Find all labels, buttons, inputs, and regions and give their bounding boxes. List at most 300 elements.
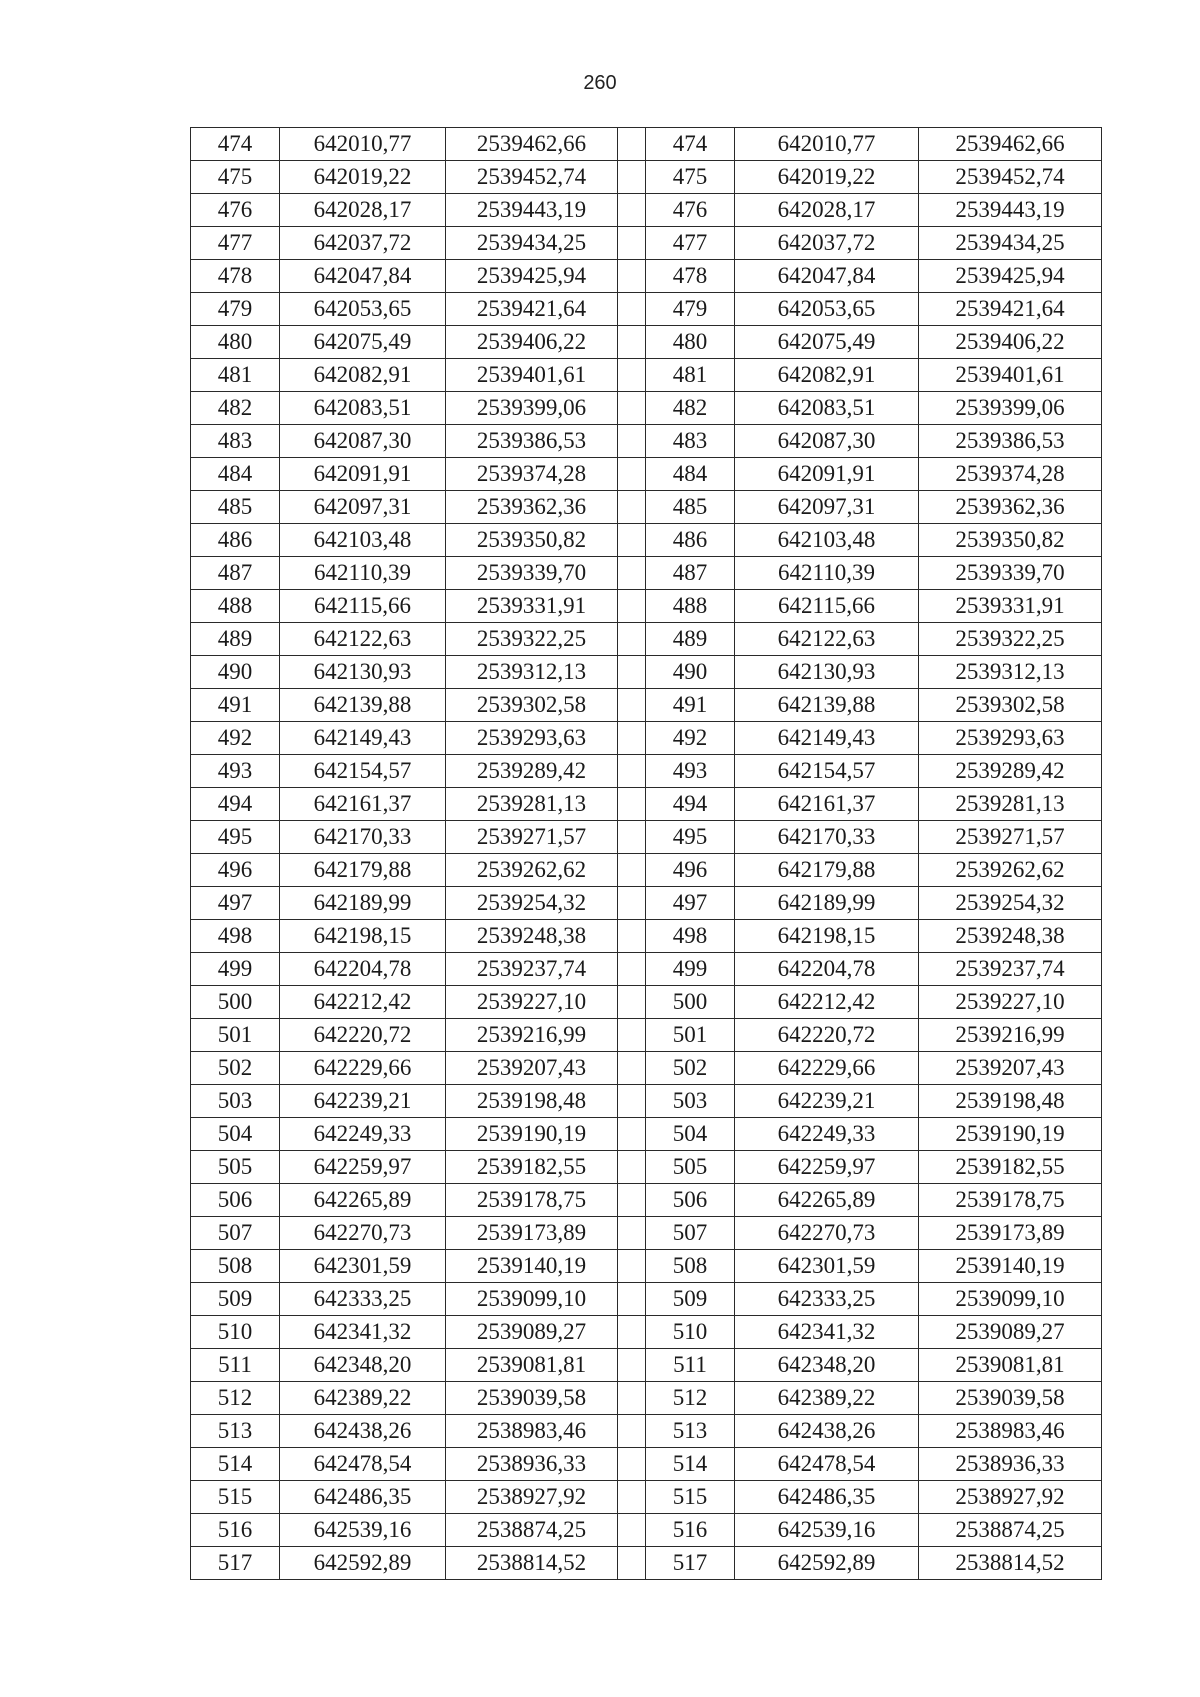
right-y-coordinate-cell: 2539207,43: [919, 1052, 1102, 1085]
table-row: [191, 1019, 1102, 1052]
right-y-coordinate-cell: 2539216,99: [919, 1019, 1102, 1052]
table-row: [191, 458, 1102, 491]
right-point-number-cell: 496: [646, 854, 735, 887]
empty-separator-cell: [618, 656, 646, 689]
left-y-coordinate-cell: 2538983,46: [446, 1415, 618, 1448]
right-point-number-cell: 510: [646, 1316, 735, 1349]
right-y-coordinate-cell: 2539322,25: [919, 623, 1102, 656]
left-y-coordinate-cell: 2539462,66: [446, 128, 618, 161]
right-point-number-cell: 516: [646, 1514, 735, 1547]
left-point-number-cell: 482: [191, 392, 280, 425]
right-x-coordinate-cell: 642083,51: [735, 392, 919, 425]
right-point-number-cell: 474: [646, 128, 735, 161]
left-point-number-cell: 490: [191, 656, 280, 689]
table-row: [191, 194, 1102, 227]
right-x-coordinate-cell: 642212,42: [735, 986, 919, 1019]
right-y-coordinate-cell: 2539281,13: [919, 788, 1102, 821]
right-y-coordinate-cell: 2539443,19: [919, 194, 1102, 227]
table-row: [191, 1085, 1102, 1118]
right-x-coordinate-cell: 642075,49: [735, 326, 919, 359]
table-row: [191, 491, 1102, 524]
right-point-number-cell: 495: [646, 821, 735, 854]
right-point-number-cell: 493: [646, 755, 735, 788]
empty-separator-cell: [618, 722, 646, 755]
right-point-number-cell: 512: [646, 1382, 735, 1415]
right-x-coordinate-cell: 642333,25: [735, 1283, 919, 1316]
left-x-coordinate-cell: 642539,16: [280, 1514, 446, 1547]
table-row: [191, 227, 1102, 260]
left-y-coordinate-cell: 2539322,25: [446, 623, 618, 656]
table-row: [191, 260, 1102, 293]
empty-separator-cell: [618, 326, 646, 359]
table-row: [191, 1481, 1102, 1514]
right-y-coordinate-cell: 2539198,48: [919, 1085, 1102, 1118]
left-point-number-cell: 514: [191, 1448, 280, 1481]
left-point-number-cell: 516: [191, 1514, 280, 1547]
left-point-number-cell: 504: [191, 1118, 280, 1151]
right-y-coordinate-cell: 2539262,62: [919, 854, 1102, 887]
left-x-coordinate-cell: 642270,73: [280, 1217, 446, 1250]
left-x-coordinate-cell: 642249,33: [280, 1118, 446, 1151]
right-point-number-cell: 500: [646, 986, 735, 1019]
right-y-coordinate-cell: 2539039,58: [919, 1382, 1102, 1415]
empty-separator-cell: [618, 1283, 646, 1316]
right-point-number-cell: 487: [646, 557, 735, 590]
empty-separator-cell: [618, 293, 646, 326]
right-x-coordinate-cell: 642097,31: [735, 491, 919, 524]
right-y-coordinate-cell: 2539421,64: [919, 293, 1102, 326]
left-point-number-cell: 474: [191, 128, 280, 161]
left-x-coordinate-cell: 642083,51: [280, 392, 446, 425]
table-row: [191, 359, 1102, 392]
left-point-number-cell: 502: [191, 1052, 280, 1085]
left-x-coordinate-cell: 642103,48: [280, 524, 446, 557]
table-row: [191, 1514, 1102, 1547]
left-point-number-cell: 495: [191, 821, 280, 854]
left-point-number-cell: 513: [191, 1415, 280, 1448]
right-y-coordinate-cell: 2538814,52: [919, 1547, 1102, 1580]
right-point-number-cell: 477: [646, 227, 735, 260]
left-x-coordinate-cell: 642019,22: [280, 161, 446, 194]
right-x-coordinate-cell: 642122,63: [735, 623, 919, 656]
right-x-coordinate-cell: 642010,77: [735, 128, 919, 161]
left-point-number-cell: 479: [191, 293, 280, 326]
left-x-coordinate-cell: 642010,77: [280, 128, 446, 161]
empty-separator-cell: [618, 821, 646, 854]
table-row: [191, 1250, 1102, 1283]
right-point-number-cell: 484: [646, 458, 735, 491]
left-x-coordinate-cell: 642438,26: [280, 1415, 446, 1448]
left-point-number-cell: 500: [191, 986, 280, 1019]
right-point-number-cell: 514: [646, 1448, 735, 1481]
right-y-coordinate-cell: 2539182,55: [919, 1151, 1102, 1184]
left-point-number-cell: 506: [191, 1184, 280, 1217]
right-point-number-cell: 509: [646, 1283, 735, 1316]
table-row: [191, 425, 1102, 458]
right-y-coordinate-cell: 2539399,06: [919, 392, 1102, 425]
left-point-number-cell: 481: [191, 359, 280, 392]
empty-separator-cell: [618, 1514, 646, 1547]
empty-separator-cell: [618, 854, 646, 887]
right-y-coordinate-cell: 2539289,42: [919, 755, 1102, 788]
right-x-coordinate-cell: 642270,73: [735, 1217, 919, 1250]
table-row: [191, 623, 1102, 656]
left-x-coordinate-cell: 642389,22: [280, 1382, 446, 1415]
right-y-coordinate-cell: 2539227,10: [919, 986, 1102, 1019]
table-row: [191, 293, 1102, 326]
table-row: [191, 1448, 1102, 1481]
right-y-coordinate-cell: 2539099,10: [919, 1283, 1102, 1316]
right-y-coordinate-cell: 2538927,92: [919, 1481, 1102, 1514]
left-y-coordinate-cell: 2539289,42: [446, 755, 618, 788]
left-point-number-cell: 517: [191, 1547, 280, 1580]
right-x-coordinate-cell: 642592,89: [735, 1547, 919, 1580]
empty-separator-cell: [618, 755, 646, 788]
left-y-coordinate-cell: 2539331,91: [446, 590, 618, 623]
left-y-coordinate-cell: 2539207,43: [446, 1052, 618, 1085]
right-y-coordinate-cell: 2539386,53: [919, 425, 1102, 458]
right-point-number-cell: 494: [646, 788, 735, 821]
right-y-coordinate-cell: 2539434,25: [919, 227, 1102, 260]
left-x-coordinate-cell: 642075,49: [280, 326, 446, 359]
left-y-coordinate-cell: 2539248,38: [446, 920, 618, 953]
right-y-coordinate-cell: 2538874,25: [919, 1514, 1102, 1547]
empty-separator-cell: [618, 1415, 646, 1448]
left-x-coordinate-cell: 642204,78: [280, 953, 446, 986]
right-point-number-cell: 506: [646, 1184, 735, 1217]
right-x-coordinate-cell: 642082,91: [735, 359, 919, 392]
empty-separator-cell: [618, 161, 646, 194]
left-x-coordinate-cell: 642189,99: [280, 887, 446, 920]
left-x-coordinate-cell: 642091,91: [280, 458, 446, 491]
left-point-number-cell: 493: [191, 755, 280, 788]
left-point-number-cell: 497: [191, 887, 280, 920]
right-point-number-cell: 479: [646, 293, 735, 326]
empty-separator-cell: [618, 623, 646, 656]
right-x-coordinate-cell: 642091,91: [735, 458, 919, 491]
right-y-coordinate-cell: 2539178,75: [919, 1184, 1102, 1217]
left-x-coordinate-cell: 642239,21: [280, 1085, 446, 1118]
left-y-coordinate-cell: 2538936,33: [446, 1448, 618, 1481]
left-point-number-cell: 503: [191, 1085, 280, 1118]
right-y-coordinate-cell: 2539374,28: [919, 458, 1102, 491]
table-row: [191, 1052, 1102, 1085]
right-point-number-cell: 513: [646, 1415, 735, 1448]
left-x-coordinate-cell: 642028,17: [280, 194, 446, 227]
empty-separator-cell: [618, 392, 646, 425]
right-point-number-cell: 504: [646, 1118, 735, 1151]
empty-separator-cell: [618, 1151, 646, 1184]
right-point-number-cell: 489: [646, 623, 735, 656]
right-x-coordinate-cell: 642259,97: [735, 1151, 919, 1184]
coordinates-table-body: [191, 128, 1102, 1580]
right-point-number-cell: 511: [646, 1349, 735, 1382]
right-x-coordinate-cell: 642110,39: [735, 557, 919, 590]
left-x-coordinate-cell: 642139,88: [280, 689, 446, 722]
empty-separator-cell: [618, 1085, 646, 1118]
empty-separator-cell: [618, 1481, 646, 1514]
right-y-coordinate-cell: 2539312,13: [919, 656, 1102, 689]
left-x-coordinate-cell: 642097,31: [280, 491, 446, 524]
right-x-coordinate-cell: 642149,43: [735, 722, 919, 755]
table-row: [191, 1151, 1102, 1184]
right-y-coordinate-cell: 2539452,74: [919, 161, 1102, 194]
right-x-coordinate-cell: 642053,65: [735, 293, 919, 326]
right-x-coordinate-cell: 642189,99: [735, 887, 919, 920]
table-row: [191, 821, 1102, 854]
right-point-number-cell: 480: [646, 326, 735, 359]
left-x-coordinate-cell: 642592,89: [280, 1547, 446, 1580]
right-x-coordinate-cell: 642154,57: [735, 755, 919, 788]
right-point-number-cell: 490: [646, 656, 735, 689]
table-row: [191, 953, 1102, 986]
empty-separator-cell: [618, 689, 646, 722]
right-point-number-cell: 498: [646, 920, 735, 953]
left-point-number-cell: 486: [191, 524, 280, 557]
left-y-coordinate-cell: 2539173,89: [446, 1217, 618, 1250]
left-y-coordinate-cell: 2539350,82: [446, 524, 618, 557]
right-x-coordinate-cell: 642047,84: [735, 260, 919, 293]
left-y-coordinate-cell: 2539198,48: [446, 1085, 618, 1118]
right-point-number-cell: 488: [646, 590, 735, 623]
empty-separator-cell: [618, 491, 646, 524]
right-y-coordinate-cell: 2538983,46: [919, 1415, 1102, 1448]
right-point-number-cell: 478: [646, 260, 735, 293]
right-point-number-cell: 515: [646, 1481, 735, 1514]
table-row: [191, 1184, 1102, 1217]
right-point-number-cell: 492: [646, 722, 735, 755]
empty-separator-cell: [618, 557, 646, 590]
right-y-coordinate-cell: 2539237,74: [919, 953, 1102, 986]
empty-separator-cell: [618, 1448, 646, 1481]
left-x-coordinate-cell: 642212,42: [280, 986, 446, 1019]
left-x-coordinate-cell: 642130,93: [280, 656, 446, 689]
left-y-coordinate-cell: 2539237,74: [446, 953, 618, 986]
empty-separator-cell: [618, 1052, 646, 1085]
left-x-coordinate-cell: 642198,15: [280, 920, 446, 953]
empty-separator-cell: [618, 1250, 646, 1283]
right-x-coordinate-cell: 642037,72: [735, 227, 919, 260]
left-point-number-cell: 494: [191, 788, 280, 821]
empty-separator-cell: [618, 1316, 646, 1349]
empty-separator-cell: [618, 1547, 646, 1580]
left-point-number-cell: 498: [191, 920, 280, 953]
empty-separator-cell: [618, 1019, 646, 1052]
left-x-coordinate-cell: 642486,35: [280, 1481, 446, 1514]
left-point-number-cell: 477: [191, 227, 280, 260]
empty-separator-cell: [618, 1382, 646, 1415]
right-x-coordinate-cell: 642179,88: [735, 854, 919, 887]
left-point-number-cell: 508: [191, 1250, 280, 1283]
right-x-coordinate-cell: 642220,72: [735, 1019, 919, 1052]
right-x-coordinate-cell: 642170,33: [735, 821, 919, 854]
table-row: [191, 557, 1102, 590]
left-y-coordinate-cell: 2539190,19: [446, 1118, 618, 1151]
left-y-coordinate-cell: 2539406,22: [446, 326, 618, 359]
table-row: [191, 1415, 1102, 1448]
empty-separator-cell: [618, 1217, 646, 1250]
right-point-number-cell: 499: [646, 953, 735, 986]
empty-separator-cell: [618, 194, 646, 227]
left-x-coordinate-cell: 642265,89: [280, 1184, 446, 1217]
table-row: [191, 788, 1102, 821]
left-y-coordinate-cell: 2539281,13: [446, 788, 618, 821]
table-row: [191, 1316, 1102, 1349]
empty-separator-cell: [618, 788, 646, 821]
left-y-coordinate-cell: 2539452,74: [446, 161, 618, 194]
left-y-coordinate-cell: 2539254,32: [446, 887, 618, 920]
right-point-number-cell: 482: [646, 392, 735, 425]
right-x-coordinate-cell: 642539,16: [735, 1514, 919, 1547]
table-row: [191, 1283, 1102, 1316]
table-row: [191, 161, 1102, 194]
table-row: [191, 1349, 1102, 1382]
left-y-coordinate-cell: 2539293,63: [446, 722, 618, 755]
right-y-coordinate-cell: 2539293,63: [919, 722, 1102, 755]
left-y-coordinate-cell: 2539039,58: [446, 1382, 618, 1415]
right-y-coordinate-cell: 2539462,66: [919, 128, 1102, 161]
right-x-coordinate-cell: 642486,35: [735, 1481, 919, 1514]
right-point-number-cell: 503: [646, 1085, 735, 1118]
right-y-coordinate-cell: 2539190,19: [919, 1118, 1102, 1151]
table-row: [191, 326, 1102, 359]
table-row: [191, 524, 1102, 557]
empty-separator-cell: [618, 458, 646, 491]
left-point-number-cell: 488: [191, 590, 280, 623]
left-y-coordinate-cell: 2539099,10: [446, 1283, 618, 1316]
left-y-coordinate-cell: 2539262,62: [446, 854, 618, 887]
table-row: [191, 755, 1102, 788]
left-y-coordinate-cell: 2539302,58: [446, 689, 618, 722]
left-point-number-cell: 511: [191, 1349, 280, 1382]
left-point-number-cell: 507: [191, 1217, 280, 1250]
left-point-number-cell: 505: [191, 1151, 280, 1184]
left-point-number-cell: 480: [191, 326, 280, 359]
right-x-coordinate-cell: 642301,59: [735, 1250, 919, 1283]
left-x-coordinate-cell: 642478,54: [280, 1448, 446, 1481]
left-x-coordinate-cell: 642082,91: [280, 359, 446, 392]
right-x-coordinate-cell: 642087,30: [735, 425, 919, 458]
right-y-coordinate-cell: 2539140,19: [919, 1250, 1102, 1283]
empty-separator-cell: [618, 260, 646, 293]
left-x-coordinate-cell: 642154,57: [280, 755, 446, 788]
right-y-coordinate-cell: 2539173,89: [919, 1217, 1102, 1250]
right-y-coordinate-cell: 2539248,38: [919, 920, 1102, 953]
right-y-coordinate-cell: 2539302,58: [919, 689, 1102, 722]
left-point-number-cell: 512: [191, 1382, 280, 1415]
left-point-number-cell: 499: [191, 953, 280, 986]
left-x-coordinate-cell: 642087,30: [280, 425, 446, 458]
left-x-coordinate-cell: 642220,72: [280, 1019, 446, 1052]
empty-separator-cell: [618, 1184, 646, 1217]
left-x-coordinate-cell: 642170,33: [280, 821, 446, 854]
right-point-number-cell: 486: [646, 524, 735, 557]
table-row: [191, 1547, 1102, 1580]
left-y-coordinate-cell: 2539140,19: [446, 1250, 618, 1283]
left-point-number-cell: 487: [191, 557, 280, 590]
table-row: [191, 887, 1102, 920]
right-x-coordinate-cell: 642341,32: [735, 1316, 919, 1349]
table-row: [191, 689, 1102, 722]
left-y-coordinate-cell: 2539339,70: [446, 557, 618, 590]
left-point-number-cell: 509: [191, 1283, 280, 1316]
left-x-coordinate-cell: 642149,43: [280, 722, 446, 755]
left-x-coordinate-cell: 642348,20: [280, 1349, 446, 1382]
right-point-number-cell: 476: [646, 194, 735, 227]
empty-separator-cell: [618, 359, 646, 392]
left-x-coordinate-cell: 642110,39: [280, 557, 446, 590]
left-x-coordinate-cell: 642259,97: [280, 1151, 446, 1184]
left-y-coordinate-cell: 2539434,25: [446, 227, 618, 260]
right-point-number-cell: 475: [646, 161, 735, 194]
left-x-coordinate-cell: 642053,65: [280, 293, 446, 326]
left-point-number-cell: 485: [191, 491, 280, 524]
right-x-coordinate-cell: 642229,66: [735, 1052, 919, 1085]
right-y-coordinate-cell: 2539425,94: [919, 260, 1102, 293]
empty-separator-cell: [618, 128, 646, 161]
right-x-coordinate-cell: 642139,88: [735, 689, 919, 722]
table-row: [191, 1217, 1102, 1250]
left-point-number-cell: 491: [191, 689, 280, 722]
empty-separator-cell: [618, 227, 646, 260]
empty-separator-cell: [618, 1118, 646, 1151]
left-y-coordinate-cell: 2539227,10: [446, 986, 618, 1019]
right-x-coordinate-cell: 642019,22: [735, 161, 919, 194]
empty-separator-cell: [618, 887, 646, 920]
table-row: [191, 920, 1102, 953]
page-number: 260: [583, 72, 617, 94]
right-x-coordinate-cell: 642389,22: [735, 1382, 919, 1415]
left-y-coordinate-cell: 2539443,19: [446, 194, 618, 227]
table-row: [191, 986, 1102, 1019]
left-point-number-cell: 496: [191, 854, 280, 887]
right-x-coordinate-cell: 642103,48: [735, 524, 919, 557]
right-point-number-cell: 508: [646, 1250, 735, 1283]
right-point-number-cell: 505: [646, 1151, 735, 1184]
left-x-coordinate-cell: 642037,72: [280, 227, 446, 260]
right-x-coordinate-cell: 642438,26: [735, 1415, 919, 1448]
left-point-number-cell: 492: [191, 722, 280, 755]
left-y-coordinate-cell: 2539216,99: [446, 1019, 618, 1052]
left-y-coordinate-cell: 2539386,53: [446, 425, 618, 458]
right-y-coordinate-cell: 2539081,81: [919, 1349, 1102, 1382]
right-x-coordinate-cell: 642249,33: [735, 1118, 919, 1151]
left-y-coordinate-cell: 2538814,52: [446, 1547, 618, 1580]
left-x-coordinate-cell: 642333,25: [280, 1283, 446, 1316]
empty-separator-cell: [618, 953, 646, 986]
left-x-coordinate-cell: 642115,66: [280, 590, 446, 623]
right-point-number-cell: 497: [646, 887, 735, 920]
right-y-coordinate-cell: 2539401,61: [919, 359, 1102, 392]
right-x-coordinate-cell: 642115,66: [735, 590, 919, 623]
left-y-coordinate-cell: 2539271,57: [446, 821, 618, 854]
right-y-coordinate-cell: 2539089,27: [919, 1316, 1102, 1349]
left-y-coordinate-cell: 2539399,06: [446, 392, 618, 425]
right-point-number-cell: 502: [646, 1052, 735, 1085]
table-row: [191, 1118, 1102, 1151]
coordinates-table: [190, 127, 1102, 1580]
right-y-coordinate-cell: 2539339,70: [919, 557, 1102, 590]
left-x-coordinate-cell: 642047,84: [280, 260, 446, 293]
left-y-coordinate-cell: 2538874,25: [446, 1514, 618, 1547]
left-point-number-cell: 478: [191, 260, 280, 293]
right-x-coordinate-cell: 642130,93: [735, 656, 919, 689]
left-point-number-cell: 475: [191, 161, 280, 194]
right-point-number-cell: 485: [646, 491, 735, 524]
left-y-coordinate-cell: 2539421,64: [446, 293, 618, 326]
right-x-coordinate-cell: 642265,89: [735, 1184, 919, 1217]
right-point-number-cell: 501: [646, 1019, 735, 1052]
